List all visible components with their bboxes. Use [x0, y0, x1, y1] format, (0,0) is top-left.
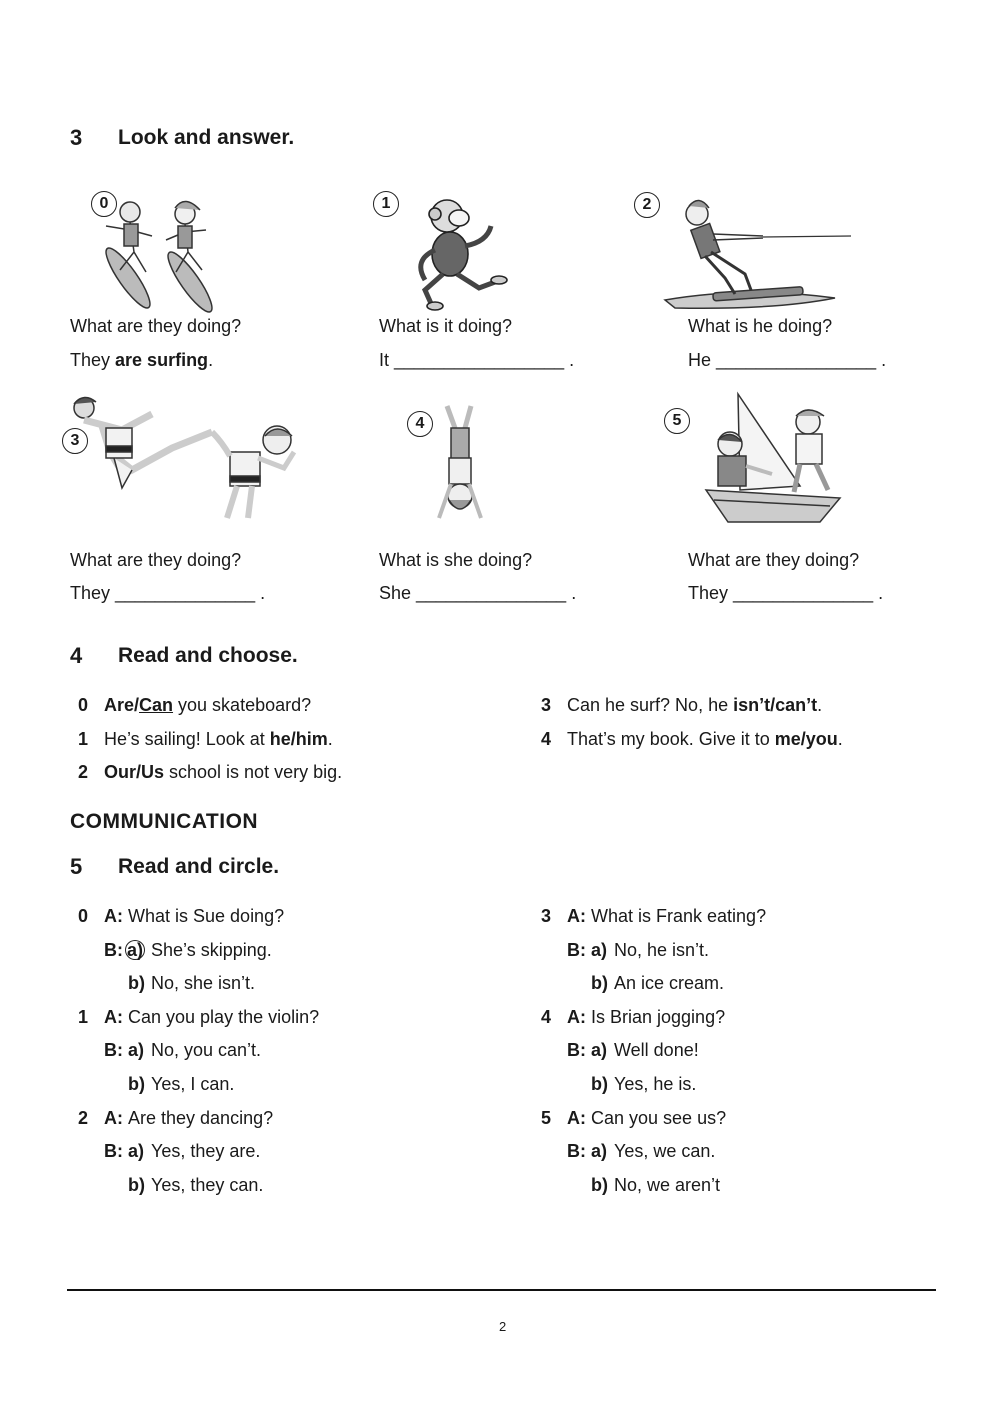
question-2: What is he doing?	[688, 316, 833, 336]
answer-3-blank[interactable]: They ______________ .	[70, 583, 266, 603]
s4-item-4-choice[interactable]: me/you	[774, 729, 838, 749]
s5-item-5-a-label: A:	[567, 1108, 586, 1128]
s5-item-4-option-a[interactable]: Well done!	[614, 1040, 699, 1060]
s4-item-1-number: 1	[78, 729, 89, 749]
s4-item-1-choice[interactable]: he/him	[269, 729, 328, 749]
answer-0-start: They	[70, 350, 116, 370]
s5-item-5-option-b[interactable]: No, we aren’t	[614, 1175, 721, 1195]
s5-item-1-question: Can you play the violin?	[128, 1007, 320, 1027]
s5-item-2-a-label: A:	[104, 1108, 123, 1128]
answer-0	[70, 350, 213, 371]
s5-item-2-option-a[interactable]: Yes, they are.	[151, 1141, 261, 1161]
communication-heading: COMMUNICATION	[70, 810, 259, 833]
picture-3-number: 3	[62, 428, 88, 454]
handstand-picture	[425, 400, 495, 540]
picture-0-number: 0	[91, 191, 117, 217]
s5-item-4-option-a-marker[interactable]: a)	[591, 1040, 608, 1060]
s5-item-1-b-label: B:	[104, 1040, 123, 1060]
s5-item-5-number: 5	[541, 1108, 552, 1128]
section-5-title: Read and circle.	[118, 855, 280, 878]
section-4-number: 4	[70, 643, 83, 668]
water-skiing-picture	[655, 190, 855, 315]
s5-item-0-option-a-marker[interactable]	[125, 940, 145, 961]
s5-item-4-a-label: A:	[567, 1007, 586, 1027]
picture-2-number: 2	[634, 192, 660, 218]
s5-item-3-option-b-marker[interactable]: b)	[591, 973, 608, 993]
footer-divider	[67, 1289, 936, 1291]
s5-item-4-option-b[interactable]: Yes, he is.	[614, 1074, 697, 1094]
s5-item-3-question: What is Frank eating?	[591, 906, 767, 926]
s5-item-3-option-b[interactable]: An ice cream.	[614, 973, 725, 993]
s5-item-5-option-a[interactable]: Yes, we can.	[614, 1141, 716, 1161]
s5-item-4-question: Is Brian jogging?	[591, 1007, 726, 1027]
s5-item-0-number: 0	[78, 906, 89, 926]
answer-2-blank[interactable]: He ________________ .	[688, 350, 887, 370]
s4-item-0-rest: you skateboard?	[173, 695, 312, 715]
s5-item-2-option-b[interactable]: Yes, they can.	[151, 1175, 264, 1195]
s5-item-0-a-label: A:	[104, 906, 123, 926]
s5-item-4-option-b-marker[interactable]: b)	[591, 1074, 608, 1094]
s5-item-0-circled-option[interactable]: a)	[127, 940, 144, 960]
s5-item-2-b-label: B:	[104, 1141, 123, 1161]
s5-item-3-option-a[interactable]: No, he isn’t.	[614, 940, 710, 960]
answer-0-bold: are surfing	[115, 350, 209, 370]
s4-item-2-choice[interactable]: Our/Us	[104, 762, 165, 782]
s5-item-2-option-b-marker[interactable]: b)	[128, 1175, 145, 1195]
s5-item-5-option-b-marker[interactable]: b)	[591, 1175, 608, 1195]
s5-item-1-option-a[interactable]: No, you can’t.	[151, 1040, 262, 1060]
s4-item-4[interactable]	[567, 729, 843, 750]
s4-item-0-option-a[interactable]: Are/	[104, 695, 140, 715]
s5-item-2-question: Are they dancing?	[128, 1108, 274, 1128]
section-3-number: 3	[70, 125, 83, 150]
s4-item-4-number: 4	[541, 729, 552, 749]
s5-item-5-question: Can you see us?	[591, 1108, 727, 1128]
section-3-title: Look and answer.	[118, 126, 295, 149]
picture-5-number: 5	[664, 408, 690, 434]
answer-1-blank[interactable]: It _________________ .	[379, 350, 575, 370]
picture-4-number: 4	[407, 411, 433, 437]
karate-picture	[62, 392, 312, 532]
question-5: What are they doing?	[688, 550, 860, 570]
s4-item-3-number: 3	[541, 695, 552, 715]
s5-item-5-b-label: B:	[567, 1141, 586, 1161]
s5-item-0-option-a[interactable]: She’s skipping.	[151, 940, 272, 960]
s4-item-3-post: .	[817, 695, 823, 715]
question-0: What are they doing?	[70, 316, 242, 336]
s4-item-0-option-b[interactable]: Can	[139, 695, 174, 715]
s4-item-2-number: 2	[78, 762, 89, 782]
question-4: What is she doing?	[379, 550, 533, 570]
sailing-picture	[700, 390, 850, 530]
s4-item-1-pre: He’s sailing! Look at	[104, 729, 270, 749]
s5-item-3-number: 3	[541, 906, 552, 926]
s5-item-5-option-a-marker[interactable]: a)	[591, 1141, 608, 1161]
s4-item-1-post: .	[327, 729, 333, 749]
s4-item-1[interactable]	[104, 729, 333, 750]
s5-item-1-a-label: A:	[104, 1007, 123, 1027]
s4-item-4-post: .	[837, 729, 843, 749]
s4-item-0-number: 0	[78, 695, 89, 715]
answer-4-blank[interactable]: She _______________ .	[379, 583, 577, 603]
s4-item-3-choice[interactable]: isn’t/can’t	[733, 695, 818, 715]
s5-item-2-number: 2	[78, 1108, 89, 1128]
page-number: 2	[499, 1319, 507, 1334]
s5-item-0-b-label: B:	[104, 940, 123, 960]
s4-item-2-post: school is not very big.	[164, 762, 343, 782]
s5-item-4-b-label: B:	[567, 1040, 586, 1060]
monkey-running-picture	[395, 190, 535, 315]
picture-1-number: 1	[373, 191, 399, 217]
s5-item-1-option-b-marker[interactable]: b)	[128, 1074, 145, 1094]
s5-item-2-option-a-marker[interactable]: a)	[128, 1141, 145, 1161]
s4-item-4-pre: That’s my book. Give it to	[567, 729, 775, 749]
answer-5-blank[interactable]: They ______________ .	[688, 583, 884, 603]
s4-item-3-pre: Can he surf? No, he	[567, 695, 734, 715]
section-5-number: 5	[70, 854, 83, 879]
s4-item-3[interactable]	[567, 695, 822, 716]
s5-item-1-option-b[interactable]: Yes, I can.	[151, 1074, 235, 1094]
question-1: What is it doing?	[379, 316, 513, 336]
s5-item-0-option-b-marker[interactable]: b)	[128, 973, 145, 993]
s5-item-3-a-label: A:	[567, 906, 586, 926]
s5-item-4-number: 4	[541, 1007, 552, 1027]
s5-item-1-option-a-marker[interactable]: a)	[128, 1040, 145, 1060]
s5-item-1-number: 1	[78, 1007, 89, 1027]
s4-item-2[interactable]	[104, 762, 342, 783]
s5-item-0-option-b[interactable]: No, she isn’t.	[151, 973, 256, 993]
s4-item-0[interactable]	[104, 695, 311, 716]
answer-0-end: .	[208, 350, 214, 370]
s5-item-0-question: What is Sue doing?	[128, 906, 285, 926]
s5-item-3-option-a-marker[interactable]: a)	[591, 940, 608, 960]
s5-item-3-b-label: B:	[567, 940, 586, 960]
section-4-title: Read and choose.	[118, 644, 298, 667]
question-3: What are they doing?	[70, 550, 242, 570]
